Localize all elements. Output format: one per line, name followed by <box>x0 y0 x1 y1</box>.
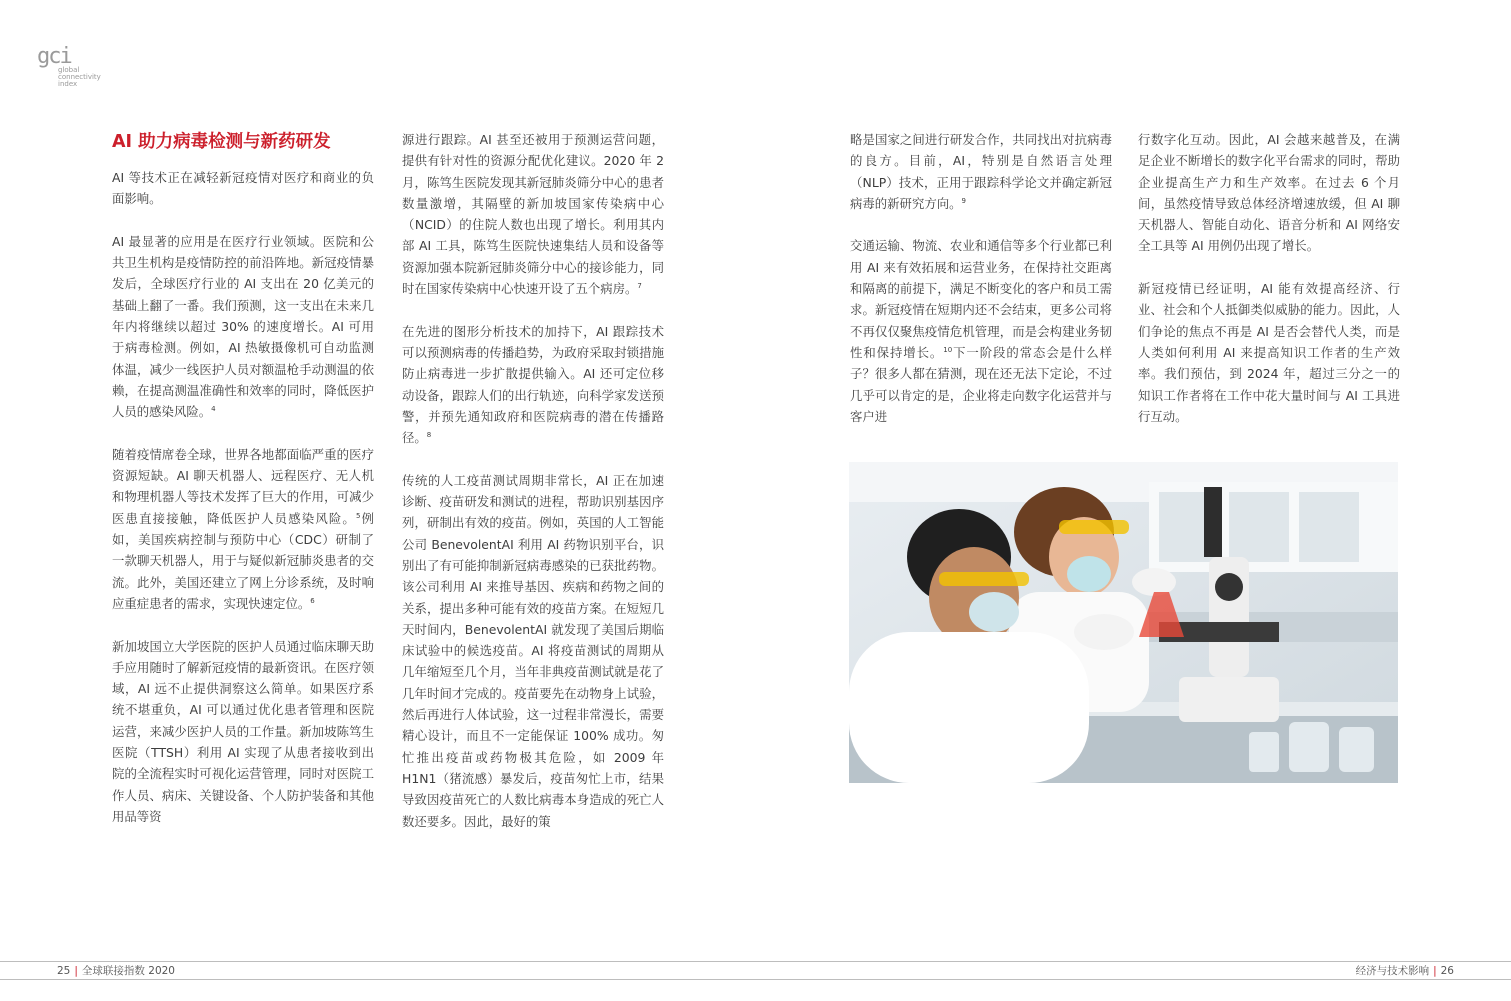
column-2 <box>402 129 664 832</box>
publication-title: 全球联接指数 2020 <box>81 965 175 977</box>
footer-rule <box>0 961 1511 962</box>
logo-mark: gci <box>37 44 71 69</box>
lab-researchers-photo <box>849 462 1398 783</box>
gci-logo <box>37 44 117 94</box>
paragraph: 新冠疫情已经证明，AI 能有效提高经济、行业、社会和个人抵御类似威胁的能力。因此，人们争论的焦点不再是 AI 是否会替代人类，而是人类如何利用 AI 来提高知识工作者的生产效率。我们预估，到 2024 年，超过三分之一的知识工作者将在工作中花大量时间与 AI 工具进行互动。 <box>1138 281 1400 424</box>
footnote-ref: 5 <box>355 511 361 520</box>
footnote-ref: 7 <box>637 281 642 290</box>
paragraph: 源进行跟踪。AI 甚至还被用于预测运营问题，提供有针对性的资源分配优化建议。2020 年 2 月，陈笃生医院发现其新冠肺炎筛分中心的患者数量激增，其隔壁的新加坡国家传染病中心（NCID）的住院人数也出现了增长。利用其内部 AI 工具，陈笃生医院快速集结人员和设备等资源加强本院新冠肺炎筛分中心的接诊能力，同时在国家传染病中心快速开设了五个病房。$^7$ <box>402 132 664 297</box>
paragraph: 传统的人工疫苗测试周期非常长，AI 正在加速诊断、疫苗研发和测试的进程，帮助识别基因序列，研制出有效的疫苗。例如，英国的人工智能公司 BenevolentAI 利用 AI 药物识别平台，识别出了有可能抑制新冠病毒感染的已获批药物。该公司利用 AI 来推导基因、疾病和药物之间的关系，提出多种可能有效的疫苗方案。在短短几天时间内，BenevolentAI 就发现了美国后期临床试验中的候选疫苗。AI 将疫苗测试的周期从几年缩短至几个月，当年非典疫苗测试就是花了几年时间才完成的。疫苗要先在动物身上试验，然后再进行人体试验，这一过程非常漫长，需要精心设计，而且不一定能保证 100% 成功。匆忙推出疫苗或药物极其危险，如 2009 年 H1N1（猪流感）暴发后，疫苗匆忙上市，结果导致因疫苗死亡的人数比病毒本身造成的死亡人数还要多。因此，最好的策 <box>402 472 664 829</box>
footnote-ref: 10 <box>943 345 953 354</box>
column-3 <box>850 129 1112 427</box>
footnote-ref: 8 <box>426 431 432 440</box>
section-title: 经济与技术影响 <box>1355 965 1430 977</box>
column-1 <box>112 129 374 827</box>
footer-rule <box>0 979 1511 980</box>
separator: | <box>74 965 78 977</box>
paragraph: 在先进的图形分析技术的加持下，AI 跟踪技术可以预测病毒的传播趋势，为政府采取封锁措施防止病毒进一步扩散提供输入。AI 还可定位移动设备，跟踪人们的出行轨迹，向科学家发送预警，并预先通知政府和医院病毒的潜在传播路径。$^8$ <box>402 323 664 446</box>
paragraph: 略是国家之间进行研发合作，共同找出对抗病毒的良方。目前，AI，特别是自然语言处理（NLP）技术，正用于跟踪科学论文并确定新冠病毒的新研究方向。$^9$ <box>850 132 1112 211</box>
photo-illustration <box>849 462 1398 783</box>
section-heading: AI 助力病毒检测与新药研发 <box>112 132 331 152</box>
paragraph: AI 最显著的应用是在医疗行业领域。医院和公共卫生机构是疫情防控的前沿阵地。新冠疫情暴发后，全球医疗行业的 AI 支出在 20 亿美元的基础上翻了一番。我们预测，这一支出在未来几年内将继续以超过 30% 的速度增长。AI 可用于病毒检测。例如，AI 热敏摄像机可自动监测体温，减少一线医护人员对额温枪手动测温的依赖，在提高测温准确性和效率的同时，降低医护人员的感染风险。$^4$ <box>112 233 374 420</box>
paragraph: AI 等技术正在减轻新冠疫情对医疗和商业的负面影响。 <box>112 170 374 207</box>
paragraph: 新加坡国立大学医院的医护人员通过临床聊天助手应用随时了解新冠疫情的最新资讯。在医疗领域，AI 远不止提供洞察这么简单。如果医疗系统不堪重负，AI 可以通过优化患者管理和医院运营，来减少医护人员的工作量。新加坡陈笃生医院（TTSH）利用 AI 实现了从患者接收到出院的全流程实时可视化运营管理，同时对医院工作人员、病床、关键设备、个人防护装备和其他用品等资 <box>112 638 374 824</box>
separator: | <box>1433 965 1437 977</box>
column-4 <box>1138 129 1400 427</box>
footer-right <box>1356 963 1454 978</box>
footnote-ref: 4 <box>211 405 216 414</box>
paragraph: 随着疫情席卷全球，世界各地都面临严重的医疗资源短缺。AI 聊天机器人、远程医疗、无人机和物理机器人等技术发挥了巨大的作用，可减少医患直接接触，降低医护人员感染风险。$^5$例如，美国疾病控制与预防中心（CDC）研制了一款聊天机器人，用于与疑似新冠肺炎患者的交流。此外，美国还建立了网上分诊系统，及时响应重症患者的需求，实现快速定位。$^6$ <box>112 446 375 611</box>
footnote-ref: 9 <box>961 196 966 205</box>
paragraph: 行数字化互动。因此，AI 会越来越普及，在满足企业不断增长的数字化平台需求的同时，帮助企业提高生产力和生产效率。在过去 6 个月间，虽然疫情导致总体经济增速放缓，但 AI 聊天机器人、智能自动化、语音分析和 AI 网络安全工具等 AI 用例仍出现了增长。 <box>1138 132 1400 254</box>
footnote-ref: 6 <box>310 596 315 605</box>
logo-subtitle: global connectivity index <box>58 66 101 88</box>
paragraph: 交通运输、物流、农业和通信等多个行业都已利用 AI 来有效拓展和运营业务，在保持社交距离和隔离的前提下，满足不断变化的客户和员工需求。新冠疫情在短期内还不会结束，更多公司将不再仅仅聚焦疫情危机管理，而是会构建业务韧性和保持增长。$^{10}$下一阶段的常态会是什么样子？很多人都在猜测，现在还无法下定论，不过几乎可以肯定的是，企业将走向数字化运营并与客户进 <box>850 238 1113 424</box>
footer-left <box>57 963 175 978</box>
page-number: 26 <box>1440 965 1454 977</box>
page-number: 25 <box>57 965 71 977</box>
